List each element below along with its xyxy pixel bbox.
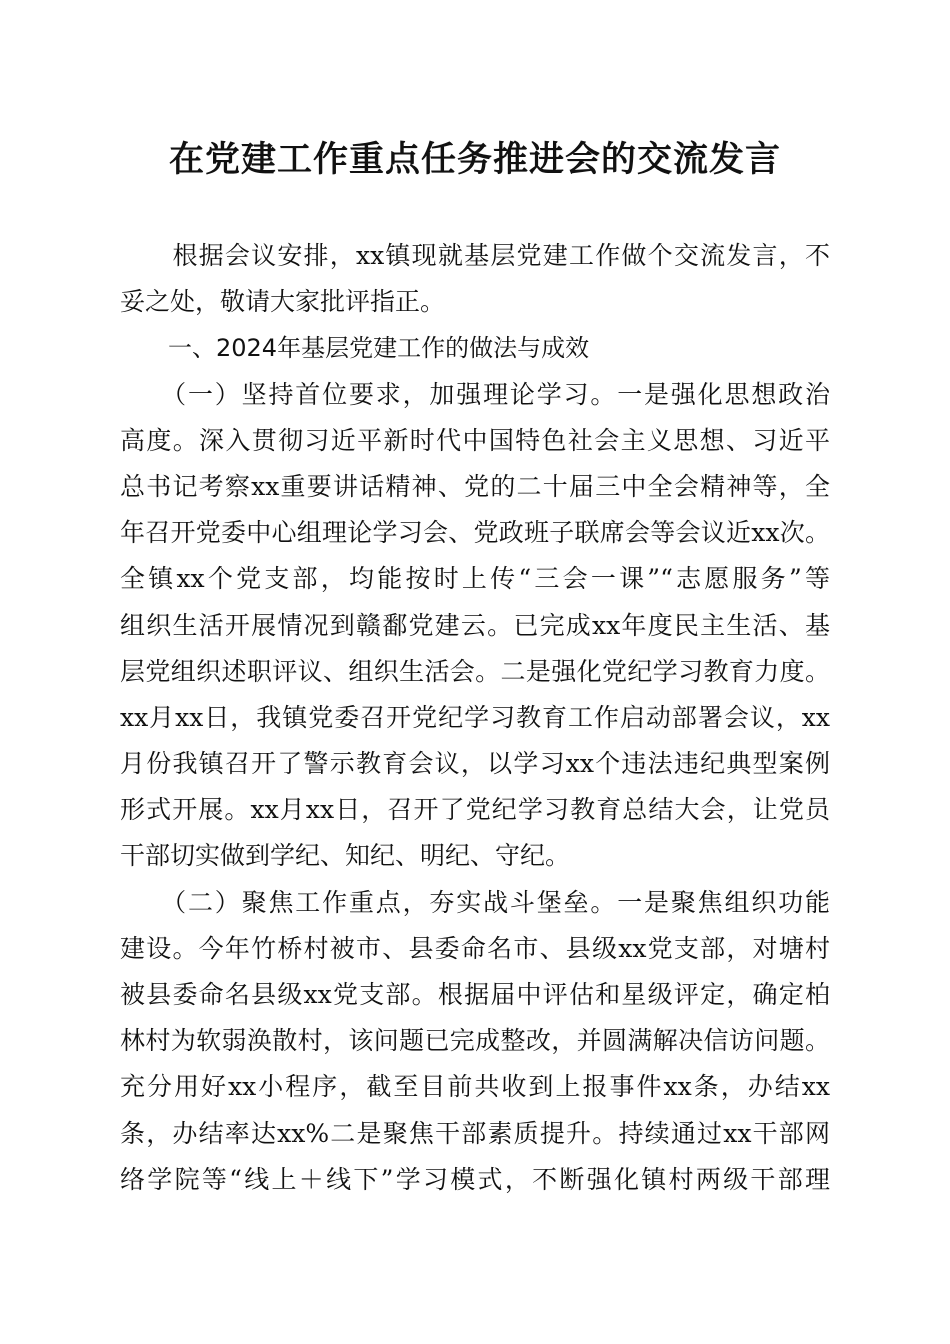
paragraph-line: 条，办结率达xx%二是聚焦干部素质提升。持续通过xx干部网 (120, 1118, 830, 1148)
paragraph-line: xx月xx日，我镇党委召开党纪学习教育工作启动部署会议，xx (120, 702, 830, 732)
paragraph-line: 形式开展。xx月xx日，召开了党纪学习教育总结大会，让党员 (120, 795, 830, 825)
paragraph-line: 妥之处，敬请大家批评指正。 (120, 287, 446, 317)
paragraph-line: 被县委命名县级xx党支部。根据届中评估和星级评定，确定柏 (120, 980, 830, 1009)
paragraph-line: 充分用好xx小程序，截至目前共收到上报事件xx条，办结xx (120, 1072, 830, 1102)
paragraph-line: 根据会议安排，xx镇现就基层党建工作做个交流发言，不 (120, 241, 830, 270)
paragraph-line: （二）聚焦工作重点，夯实战斗堡垒。一是聚焦组织功能 (120, 887, 830, 917)
paragraph-line: 层党组织述职评议、组织生活会。二是强化党纪学习教育力度。 (120, 656, 830, 686)
paragraph-line: 高度。深入贯彻习近平新时代中国特色社会主义思想、习近平 (120, 425, 830, 455)
paragraph-line: 组织生活开展情况到赣鄱党建云。已完成xx年度民主生活、基 (120, 610, 830, 640)
paragraph-line: 年召开党委中心组理论学习会、党政班子联席会等会议近xx次。 (120, 518, 830, 548)
section-heading: 一、2024年基层党建工作的做法与成效 (120, 334, 590, 363)
paragraph-line: 月份我镇召开了警示教育会议，以学习xx个违法违纪典型案例 (120, 749, 830, 779)
paragraph-line: 总书记考察xx重要讲话精神、党的二十届三中全会精神等，全 (120, 471, 830, 501)
paragraph-line: 络学院等“线上＋线下”学习模式，不断强化镇村两级干部理 (120, 1164, 830, 1194)
paragraph-line: 全镇xx个党支部，均能按时上传“三会一课”“志愿服务”等 (120, 564, 830, 594)
paragraph-line: （一）坚持首位要求，加强理论学习。一是强化思想政治 (120, 379, 830, 409)
paragraph-line: 建设。今年竹桥村被市、县委命名市、县级xx党支部，对塘村 (120, 933, 830, 963)
document-title: 在党建工作重点任务推进会的交流发言 (168, 139, 781, 180)
paragraph-line: 林村为软弱涣散村，该问题已完成整改，并圆满解决信访问题。 (120, 1026, 830, 1056)
document-body (120, 233, 830, 1203)
paragraph-line: 干部切实做到学纪、知纪、明纪、守纪。 (120, 841, 571, 871)
